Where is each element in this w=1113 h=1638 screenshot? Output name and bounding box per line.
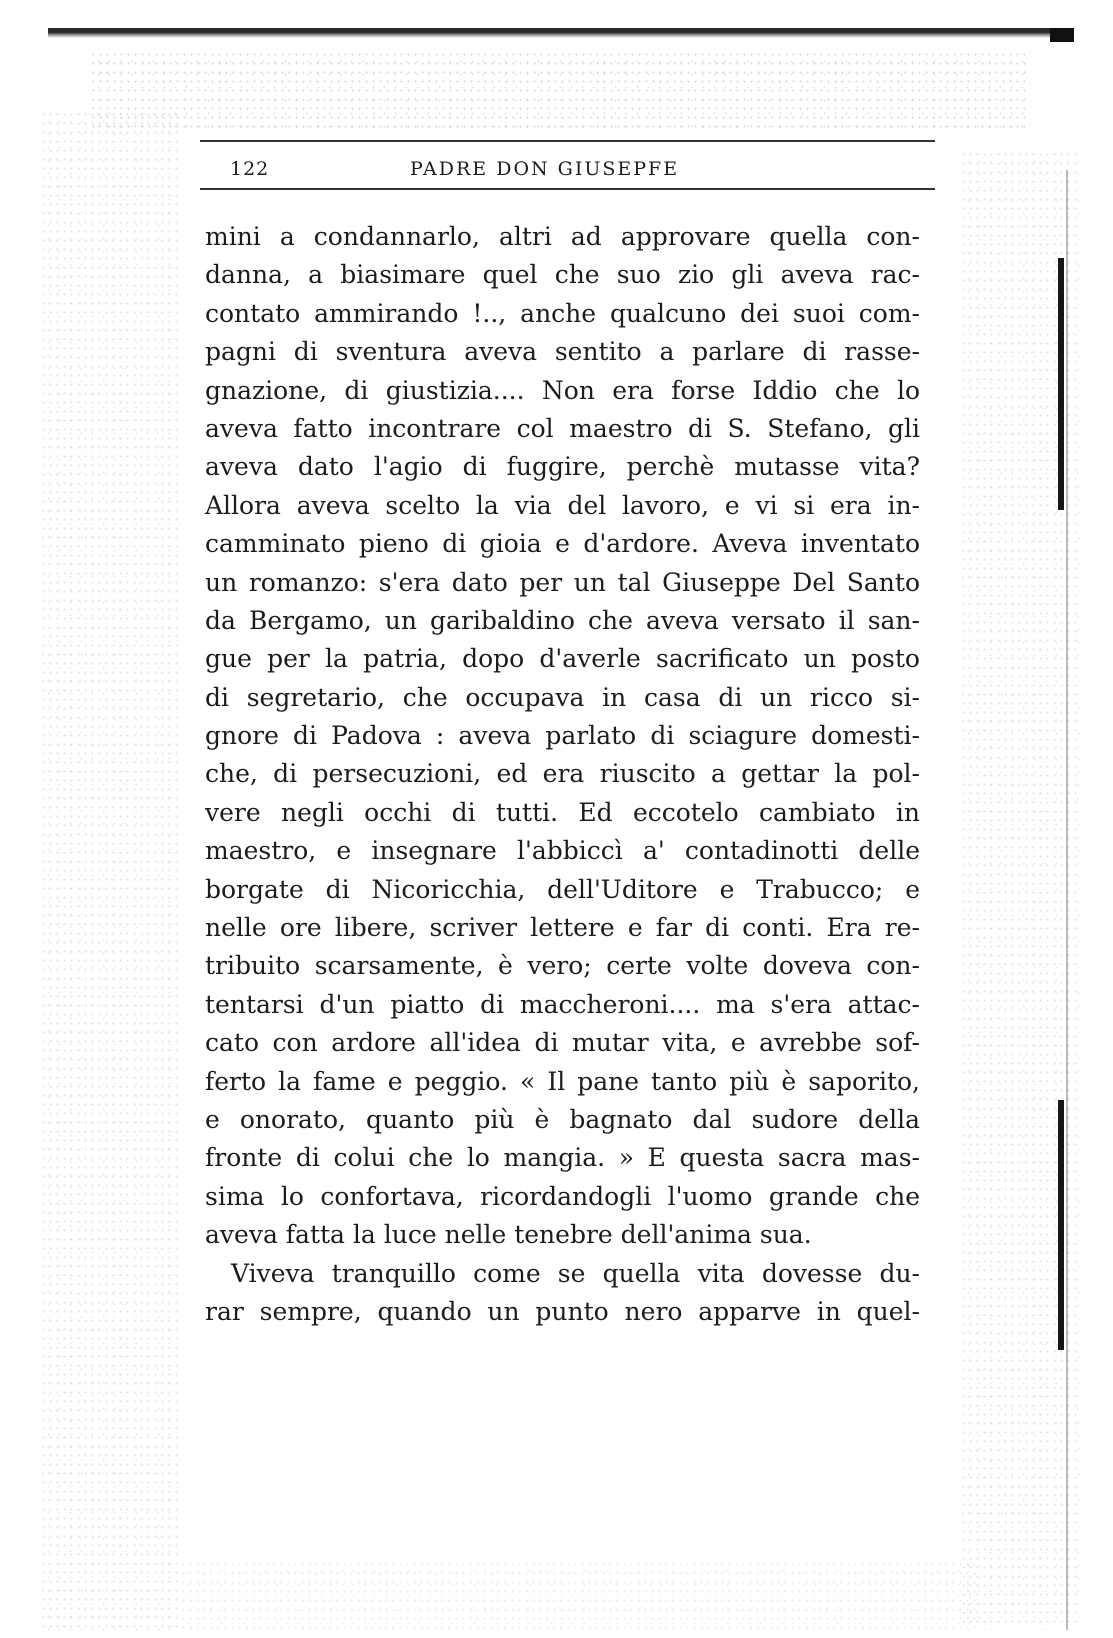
text-line: di segretario, che occupava in casa di un ricco si- [205, 682, 920, 712]
text-line: cato con ardore all'idea di mutar vita, e avrebbe sof- [205, 1028, 920, 1058]
text-line: vere negli occhi di tutti. Ed eccotelo cambiato in [205, 797, 920, 827]
running-head [200, 150, 935, 184]
scan-noise-left [40, 110, 180, 1630]
text-line: Allora aveva scelto la via del lavoro, e vi si era in- [205, 490, 920, 520]
text-line: borgate di Nicoricchia, dell'Uditore e Trabucco; e [205, 874, 920, 904]
scan-noise-top [90, 50, 1030, 130]
text-line: camminato pieno di gioia e d'ardore. Aveva inventato [205, 529, 920, 559]
text-line: gue per la patria, dopo d'averle sacrificato un posto [205, 644, 920, 674]
scan-noise-bottom [180, 1560, 980, 1630]
top-edge-rule [48, 28, 1074, 38]
text-line: e onorato, quanto più è bagnato dal sudore della [205, 1104, 920, 1134]
text-line: gnazione, di giustizia.... Non era forse Iddio che lo [205, 375, 920, 405]
text-line: nelle ore libere, scriver lettere e far di conti. Era re- [205, 913, 920, 943]
text-line: maestro, e insegnare l'abbiccì a' contadinotti delle [205, 836, 920, 866]
text-line: fronte di colui che lo mangia. » E questa sacra mas- [205, 1143, 920, 1173]
text-line: danna, a biasimare quel che suo zio gli aveva rac- [205, 260, 920, 290]
running-title: PADRE DON GIUSEPFE [410, 158, 680, 180]
text-line: rar sempre, quando un punto nero apparve in quel- [205, 1296, 920, 1326]
text-line: da Bergamo, un garibaldino che aveva versato il san- [205, 605, 920, 635]
text-line: gnore di Padova : aveva parlato di sciagure domesti- [205, 721, 920, 751]
text-line: sima lo confortava, ricordandogli l'uomo grande che [205, 1181, 920, 1211]
text-line: pagni di sventura aveva sentito a parlare di rasse- [205, 337, 920, 367]
text-line: aveva fatto incontrare col maestro di S. Stefano, gli [205, 413, 920, 443]
text-line: tribuito scarsamente, è vero; certe volte doveva con- [205, 951, 920, 981]
text-line: aveva dato l'agio di fuggire, perchè mutasse vita? [205, 452, 920, 482]
text-line: che, di persecuzioni, ed era riuscito a gettar la pol- [205, 759, 920, 789]
page-edge-line [1066, 170, 1068, 1630]
text-line: mini a condannarlo, altri ad approvare quella con- [205, 222, 920, 251]
paragraph-start-line: Viveva tranquillo come se quella vita dovesse du- [231, 1258, 920, 1288]
page-number: 122 [230, 158, 270, 180]
page-edge-mark-lower [1058, 1100, 1064, 1350]
text-line: ferto la fame e peggio. « Il pane tanto più è saporito, [205, 1066, 920, 1096]
text-line: tentarsi d'un piatto di maccheroni.... ma s'era attac- [205, 989, 920, 1019]
page-edge-mark-upper [1058, 258, 1064, 510]
text-line: un romanzo: s'era dato per un tal Giuseppe Del Santo [205, 567, 920, 597]
top-edge-rule-end [1050, 28, 1074, 42]
paragraph-end-line: aveva fatta la luce nelle tenebre dell'anima sua. [205, 1220, 812, 1250]
text-line: contato ammirando !.., anche qualcuno dei suoi com- [205, 298, 920, 328]
body-text [205, 218, 920, 1331]
header-rule-lower [200, 188, 935, 190]
header-rule-upper [200, 140, 935, 142]
